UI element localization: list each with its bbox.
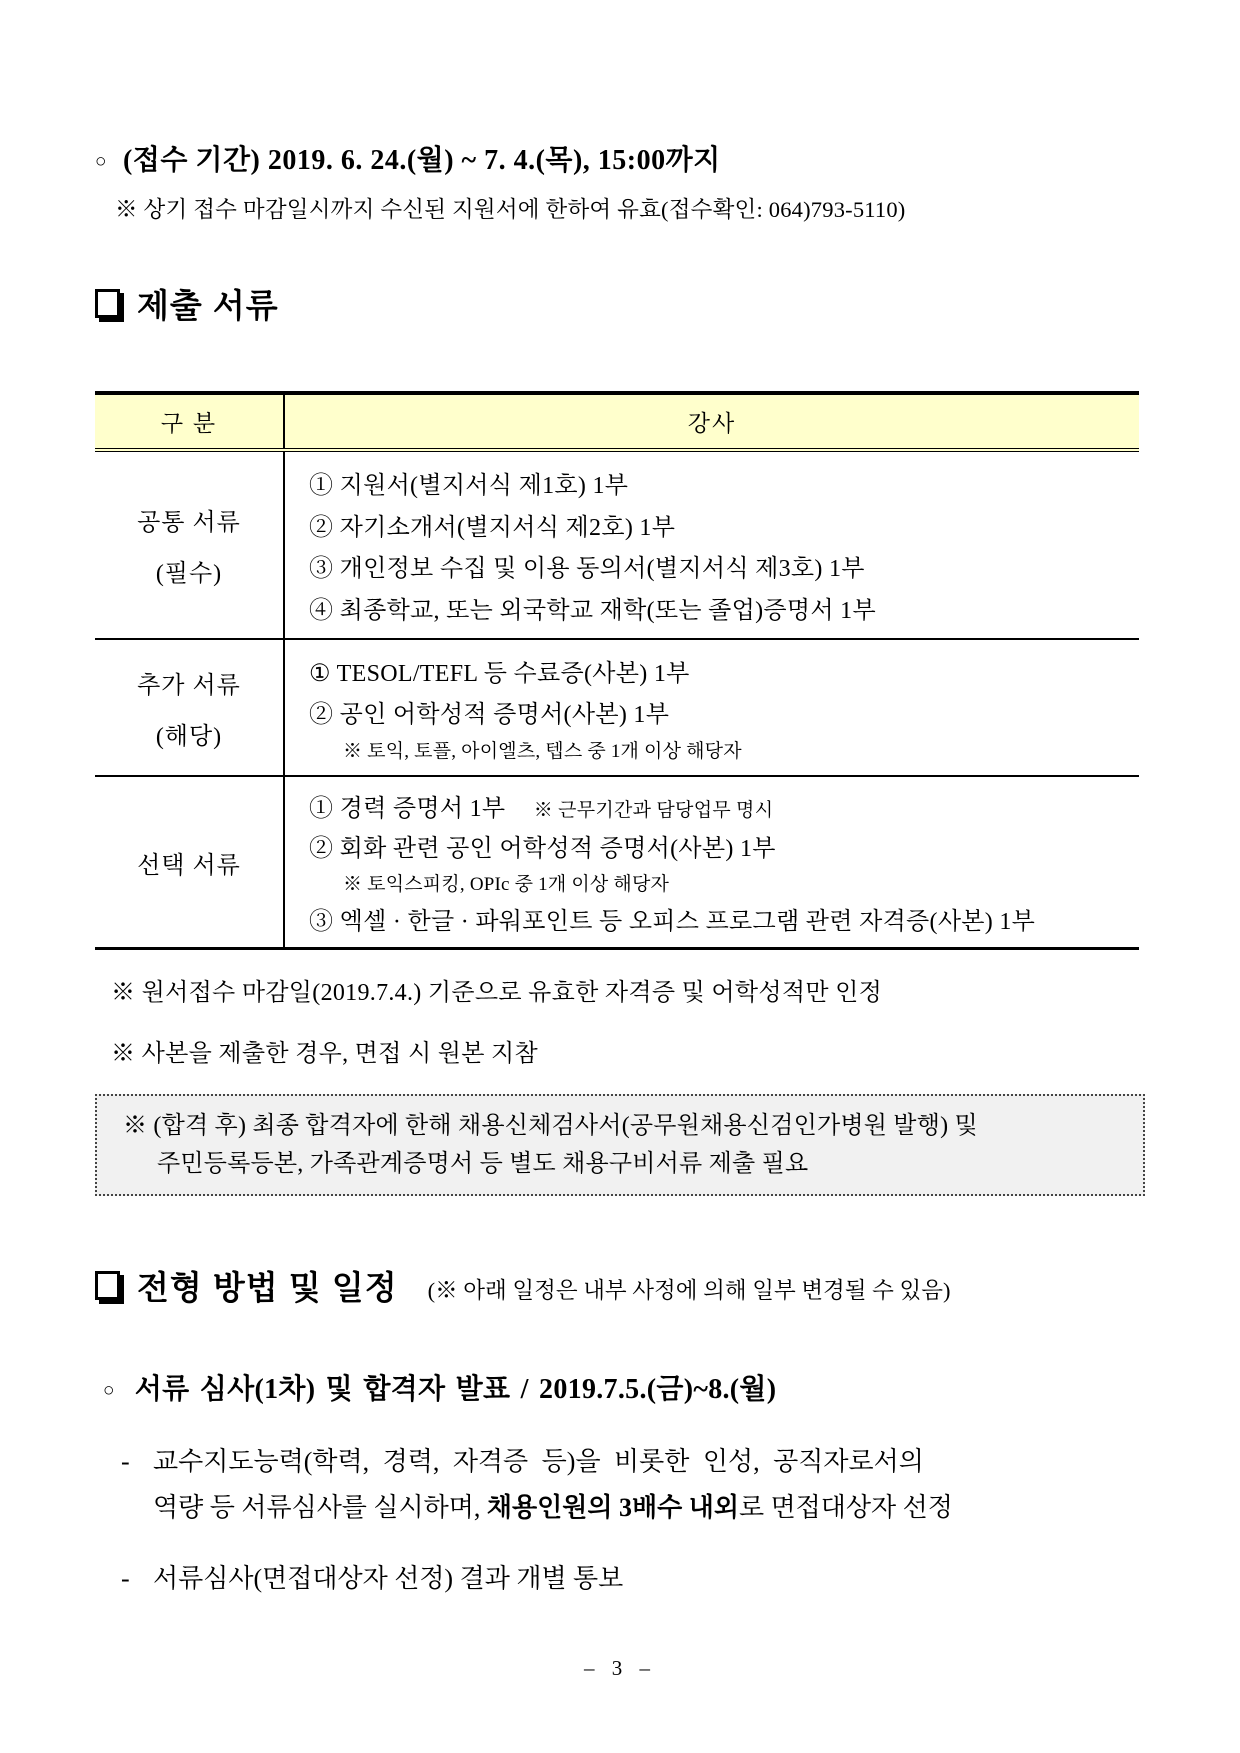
footnote: ※ 원서접수 마감일(2019.7.4.) 기준으로 유효한 자격증 및 어학성적만 인정: [111, 980, 883, 1006]
document-screening-step: [103, 1367, 1145, 1407]
dash-bullet: -: [121, 1447, 130, 1476]
table-item: ③ 개인정보 수집 및 이용 동의서(별지서식 제3호) 1부: [309, 556, 865, 583]
table-header-instructor: 강사: [687, 411, 737, 436]
category-name: 추가 서류: [137, 672, 241, 699]
section-header-submission-documents: [95, 280, 1145, 327]
table-item: ② 회화 관련 공인 어학성적 증명서(사본) 1부: [309, 836, 776, 863]
circle-bullet-icon: ○: [95, 151, 107, 172]
final-hire-notice-box: [95, 1094, 1145, 1196]
notice-line: 주민등록등본, 가족관계증명서 등 별도 채용구비서류 제출 필요: [157, 1151, 809, 1177]
detail-segment-bold: 채용인원의 3배수 내외: [486, 1493, 739, 1522]
table-item: ② 공인 어학성적 증명서(사본) 1부: [309, 702, 670, 728]
dash-bullet: -: [121, 1564, 130, 1593]
notification-detail-item: [121, 1563, 1145, 1595]
detail-segment: 역량 등 서류심사를 실시하며,: [153, 1493, 487, 1522]
reception-period-note: ※ 상기 접수 마감일시까지 수신된 지원서에 한하여 유효(접수확인: 064)793-5110): [115, 197, 906, 222]
detail-line: 교수지도능력(학력, 경력, 자격증 등)을 비롯한 인성, 공직자로서의: [153, 1447, 924, 1476]
reception-period-line: [95, 138, 1145, 178]
section-title-note: (※ 아래 일정은 내부 사정에 의해 일부 변경될 수 있음): [427, 1277, 951, 1303]
category-name: 공통 서류: [137, 510, 241, 536]
category-name: 선택 서류: [137, 852, 241, 879]
section-title: 제출 서류: [137, 287, 279, 324]
circle-bullet-icon: ○: [103, 1380, 115, 1401]
row-category: [95, 777, 285, 947]
row-items: [285, 777, 1139, 947]
table-item: ④ 최종학교, 또는 외국학교 재학(또는 졸업)증명서 1부: [309, 598, 876, 625]
table-header-category: 구 분: [95, 395, 285, 448]
table-item-subnote: ※ 토익, 토플, 아이엘츠, 텝스 중 1개 이상 해당자: [343, 740, 742, 762]
row-category: [95, 452, 285, 638]
section-title: 전형 방법 및 일정: [137, 1269, 398, 1306]
table-item: ② 자기소개서(별지서식 제2호) 1부: [309, 514, 676, 541]
detail-line: [153, 1485, 953, 1531]
section-header-selection-process: [95, 1262, 1145, 1309]
table-row-optional-documents: [95, 777, 1139, 947]
shadowed-square-bullet-icon: [95, 289, 120, 318]
table-row-common-documents: [95, 452, 1139, 640]
table-item-subnote: ※ 토익스피킹, OPIc 중 1개 이상 해당자: [343, 873, 670, 895]
notice-line: ※ (합격 후) 최종 합격자에 한해 채용신체검사서(공무원채용신검인가병원 발행) 및: [123, 1113, 978, 1139]
shadowed-square-bullet-icon: [95, 1271, 120, 1300]
table-item-text: ① 경력 증명서 1부: [309, 796, 506, 823]
table-footnotes: [95, 972, 1145, 1068]
row-category: [95, 640, 285, 775]
table-item: ③ 엑셀 · 한글 · 파워포인트 등 오피스 프로그램 관련 자격증(사본) 1부: [309, 908, 1036, 935]
category-qualifier: (필수): [155, 561, 223, 587]
table-header-row: [95, 395, 1139, 452]
screening-detail-item: [121, 1439, 1145, 1531]
table-row-additional-documents: [95, 640, 1139, 777]
table-item: [309, 788, 1129, 823]
page-number: – 3 –: [584, 1656, 656, 1680]
reception-period-text: (접수 기간) 2019. 6. 24.(월) ~ 7. 4.(목), 15:00까지: [122, 145, 721, 176]
row-items: [285, 640, 1139, 775]
detail-segment: 로 면접대상자 선정: [738, 1493, 953, 1522]
footnote: ※ 사본을 제출한 경우, 면접 시 원본 지참: [111, 1041, 538, 1067]
table-item-inline-note: ※ 근무기간과 담당업무 명시: [533, 800, 774, 822]
step-text: 서류 심사(1차) 및 합격자 발표 / 2019.7.5.(금)~8.(월): [134, 1374, 777, 1405]
category-qualifier: (해당): [155, 723, 223, 750]
table-item: ① TESOL/TEFL 등 수료증(사본) 1부: [309, 660, 690, 687]
row-items: [285, 452, 1139, 638]
detail-text: 서류심사(면접대상자 선정) 결과 개별 통보: [153, 1564, 624, 1593]
detail-text: [153, 1439, 953, 1531]
table-item: ① 지원서(별지서식 제1호) 1부: [309, 472, 629, 499]
submission-documents-table: [95, 391, 1139, 950]
